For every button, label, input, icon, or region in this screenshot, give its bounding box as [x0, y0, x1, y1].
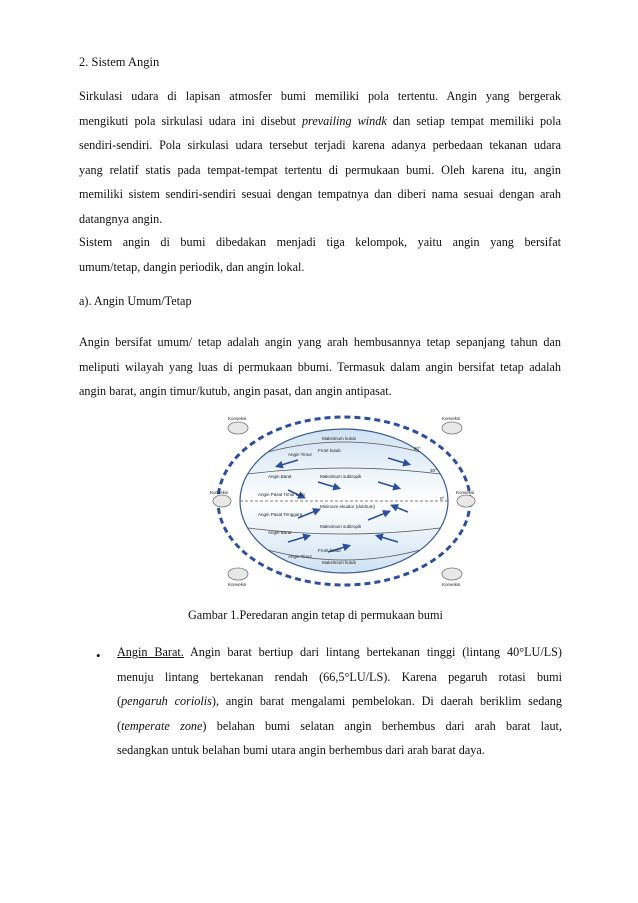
label-lat-0: 0°	[440, 496, 445, 501]
label-maksimum-kutub-n: Maksimum kutub	[322, 436, 357, 441]
label-angin-barat-s: Angin Barat	[268, 530, 292, 535]
global-wind-circulation-figure	[208, 412, 480, 590]
label-lat-60: 60°	[414, 446, 421, 451]
label-lat-30: 30°	[430, 468, 437, 473]
paragraph-classification	[79, 230, 561, 279]
label-angin-timur-s: Angin Timur	[288, 554, 313, 559]
text-span: dan setiap tempat memiliki pola	[386, 113, 561, 128]
text-line: yang relatif statis pada tempat-tempat tertentu di permukaan bumi. Oleh karena itu, angin	[79, 162, 561, 177]
text-line	[117, 640, 562, 665]
italic-term: pengaruh coriolis	[121, 694, 212, 708]
text-span: (	[117, 718, 122, 733]
text-line: Sistem angin di bumi dibedakan menjadi tiga kelompok, yaitu angin yang bersifat	[79, 235, 561, 249]
label-maksimum-subtropik-n: Maksimum subtropik	[320, 474, 362, 479]
text-span: ) belahan bumi selatan angin berhembus dari arah barat laut,	[202, 718, 562, 733]
text-line	[117, 689, 562, 714]
text-line: sendiri-sendiri. Pola sirkulasi udara tersebut terjadi karena adanya perbedaan tekanan udara	[79, 138, 561, 152]
text-line: Angin bersifat umum/ tetap adalah angin yang arah hembusannya tetap sepanjang tahun dan	[79, 335, 561, 349]
term-heading: Angin Barat.	[117, 645, 184, 659]
text-line: sedangkan untuk belahan bumi utara angin berhembus dari arah barat daya.	[117, 743, 485, 757]
label-konveksi-nw: Konveksi	[228, 416, 247, 421]
text-line: umum/tetap, dangin periodik, dan angin lokal.	[79, 259, 305, 274]
label-maksimum-subtropik-s: Maksimum subtropik	[320, 524, 362, 529]
label-konveksi-w: Konveksi	[210, 490, 229, 495]
text-span: ), angin barat mengalami pembelokan. Di daerah beriklim sedang	[211, 694, 562, 708]
paragraph-intro	[79, 84, 561, 231]
text-span: (	[117, 694, 122, 708]
text-line	[117, 714, 562, 739]
text-line: memiliki sistem sendiri-sendiri sesuai dengan tempatnya dan diberi nama sesuai dengan arah	[79, 187, 561, 201]
text-span: mengikuti pola sirkulasi udara ini disebut	[79, 113, 302, 128]
subheading: a). Angin Umum/Tetap	[79, 294, 192, 308]
text-line: menuju lintang bertekanan rendah (66,5°LU/LS). Karena pegaruh rotasi bumi	[117, 669, 562, 684]
label-minimum-ekuator: Minimum ekuator (doldrum)	[320, 504, 376, 509]
label-konveksi-se: Konveksi	[442, 582, 461, 587]
label-angin-timur-n: Angin Timur	[288, 452, 313, 457]
label-maksimum-kutub-s: Maksimum kutub	[322, 560, 357, 565]
bullet-icon: •	[96, 648, 101, 663]
italic-term: prevailing windk	[301, 113, 387, 128]
section-heading: 2. Sistem Angin	[79, 55, 160, 69]
text-line	[79, 109, 561, 134]
label-front-kutub-s: Front kutub	[318, 548, 341, 553]
text-line: meliputi wilayah yang luas di permukaan bbumi. Termasuk dalam angin bersifat tetap adalah	[79, 359, 561, 374]
bullet-item-angin-barat	[117, 640, 562, 763]
figure-caption: Gambar 1.Peredaran angin tetap di permukaan bumi	[188, 608, 443, 622]
label-angin-pasat-tenggara: Angin Pasat Tenggara	[258, 512, 303, 517]
label-angin-pasat-timur-laut: Angin Pasat Timur Laut	[258, 492, 305, 497]
text-line: datangnya angin.	[79, 211, 163, 226]
italic-term: temperate zone	[121, 718, 203, 733]
paragraph-definition	[79, 330, 561, 404]
label-konveksi-sw: Konveksi	[228, 582, 247, 587]
text-line: Sirkulasi udara di lapisan atmosfer bumi memiliki pola tertentu. Angin yang bergerak	[79, 89, 561, 103]
label-konveksi-ne: Konveksi	[442, 416, 461, 421]
label-konveksi-e: Konveksi	[456, 490, 475, 495]
text-line: angin barat, angin timur/kutub, angin pasat, dan angin antipasat.	[79, 384, 392, 398]
text-span: Angin barat bertiup dari lintang bertekanan tinggi (lintang 40°LU/LS)	[183, 645, 562, 659]
label-angin-barat-n: Angin Barat	[268, 474, 292, 479]
label-front-kutub-n: Front kutub	[318, 448, 341, 453]
